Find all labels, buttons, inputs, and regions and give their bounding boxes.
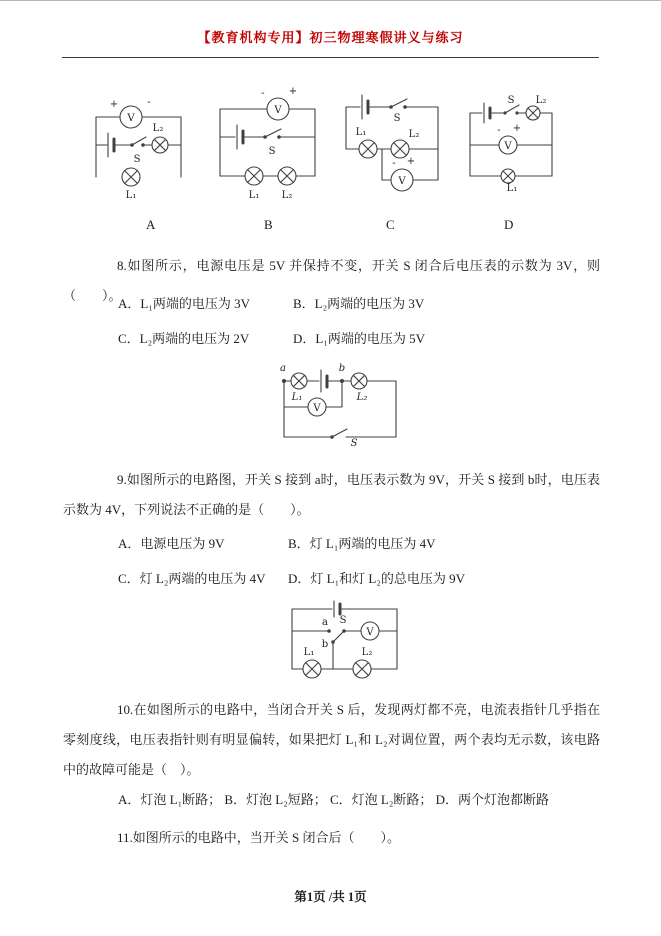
polarity-minus-icon: - <box>497 125 501 136</box>
voltmeter-label: V <box>504 141 512 152</box>
voltmeter-label: V <box>366 627 374 638</box>
switch-label: S <box>339 615 347 626</box>
question-9-option-a: A．电源电压为 9V <box>118 536 225 551</box>
question-9-option-d: D．灯 L₁和灯 L₂的总电压为 9V <box>288 571 465 586</box>
question-8-option-d: D．L₁两端的电压为 5V <box>293 331 425 346</box>
switch-label: S <box>350 438 358 449</box>
lamp-l1-label: L₁ <box>291 392 303 403</box>
lamp-l2-label: L₂ <box>361 647 373 658</box>
voltmeter-label: V <box>313 403 321 414</box>
question-8-option-c: C．L₂两端的电压为 2V <box>118 331 250 346</box>
diagram-label-c: C <box>386 217 395 232</box>
polarity-minus-icon: - <box>147 97 151 108</box>
header-divider <box>62 57 599 58</box>
polarity-plus-icon: + <box>512 123 522 134</box>
node-a-label: a <box>280 363 286 374</box>
voltmeter-label: V <box>274 105 282 116</box>
lamp-l2-label: L₂ <box>535 95 547 106</box>
polarity-minus-icon: - <box>392 158 396 169</box>
circuit-c-diagram <box>338 87 453 199</box>
lamp-l1-label: L₁ <box>248 190 260 201</box>
switch-label: S <box>133 154 141 165</box>
node-a-label: a <box>322 617 328 628</box>
question-8-text: 8.如图所示，电源电压是 5V 并保持不变，开关 S 闭合后电压表的示数为 3V，则（ ）。 <box>63 258 600 303</box>
lamp-l1-label: L₁ <box>506 183 518 193</box>
switch-label: S <box>393 113 401 124</box>
question-8-option-a: A．L₁两端的电压为 3V <box>118 296 250 311</box>
voltmeter-label: V <box>127 113 135 124</box>
lamp-l2-label: L₂ <box>408 129 420 140</box>
lamp-l1-label: L₁ <box>125 190 137 201</box>
lamp-l2-label: L₂ <box>356 392 368 403</box>
question-9-option-c: C．灯 L₂两端的电压为 4V <box>118 571 266 586</box>
node-b-label: b <box>338 363 346 374</box>
lamp-l1-label: L₁ <box>303 647 315 658</box>
diagram-label-b: B <box>264 217 273 232</box>
circuit-a-diagram <box>86 85 191 205</box>
question-9-text: 9.如图所示的电路图，开关 S 接到 a时，电压表示数为 9V，开关 S 接到 b时，电压表示数为 4V，下列说法不正确的是（ ）。 <box>63 472 600 517</box>
circuit-d-diagram <box>460 93 560 193</box>
diagram-label-a: A <box>146 217 156 232</box>
circuit-b-diagram <box>210 79 325 209</box>
lamp-l1-label: L₁ <box>355 127 367 138</box>
page-number: 第1页 /共 1页 <box>294 890 367 904</box>
question-10-options: A．灯泡 L₁断路； B．灯泡 L₂短路； C．灯泡 L₂断路； D．两个灯泡都断路 <box>118 792 550 807</box>
polarity-minus-icon: - <box>261 88 265 99</box>
question-8-option-b: B．L₂两端的电压为 3V <box>293 296 425 311</box>
question-10-text: 10.在如图所示的电路中，当闭合开关 S 后，发现两灯都不亮，电流表指针几乎指在零刻度线，电压表指针则有明显偏转，如果把灯 L₁和 L₂对调位置，两个表均无示数，该电路中的故障可能是（ ）。 <box>63 702 600 777</box>
node-b-label: b <box>321 639 329 650</box>
question-9-option-b: B．灯 L₁两端的电压为 4V <box>288 536 436 551</box>
question-8-circuit-diagram <box>270 359 410 454</box>
lamp-l2-label: L₂ <box>152 123 164 134</box>
question-9-circuit-diagram <box>282 597 407 682</box>
polarity-plus-icon: + <box>406 156 416 167</box>
switch-label: S <box>507 95 515 106</box>
polarity-plus-icon: + <box>288 86 298 97</box>
switch-label: S <box>268 146 276 157</box>
polarity-plus-icon: + <box>109 99 119 110</box>
voltmeter-label: V <box>398 176 406 187</box>
question-11-text: 11.如图所示的电路中，当开关 S 闭合后（ ）。 <box>117 830 400 845</box>
diagram-label-d: D <box>504 217 514 232</box>
lamp-l2-label: L₂ <box>281 190 293 201</box>
header-title: 【教育机构专用】初三物理寒假讲义与练习 <box>197 30 464 45</box>
